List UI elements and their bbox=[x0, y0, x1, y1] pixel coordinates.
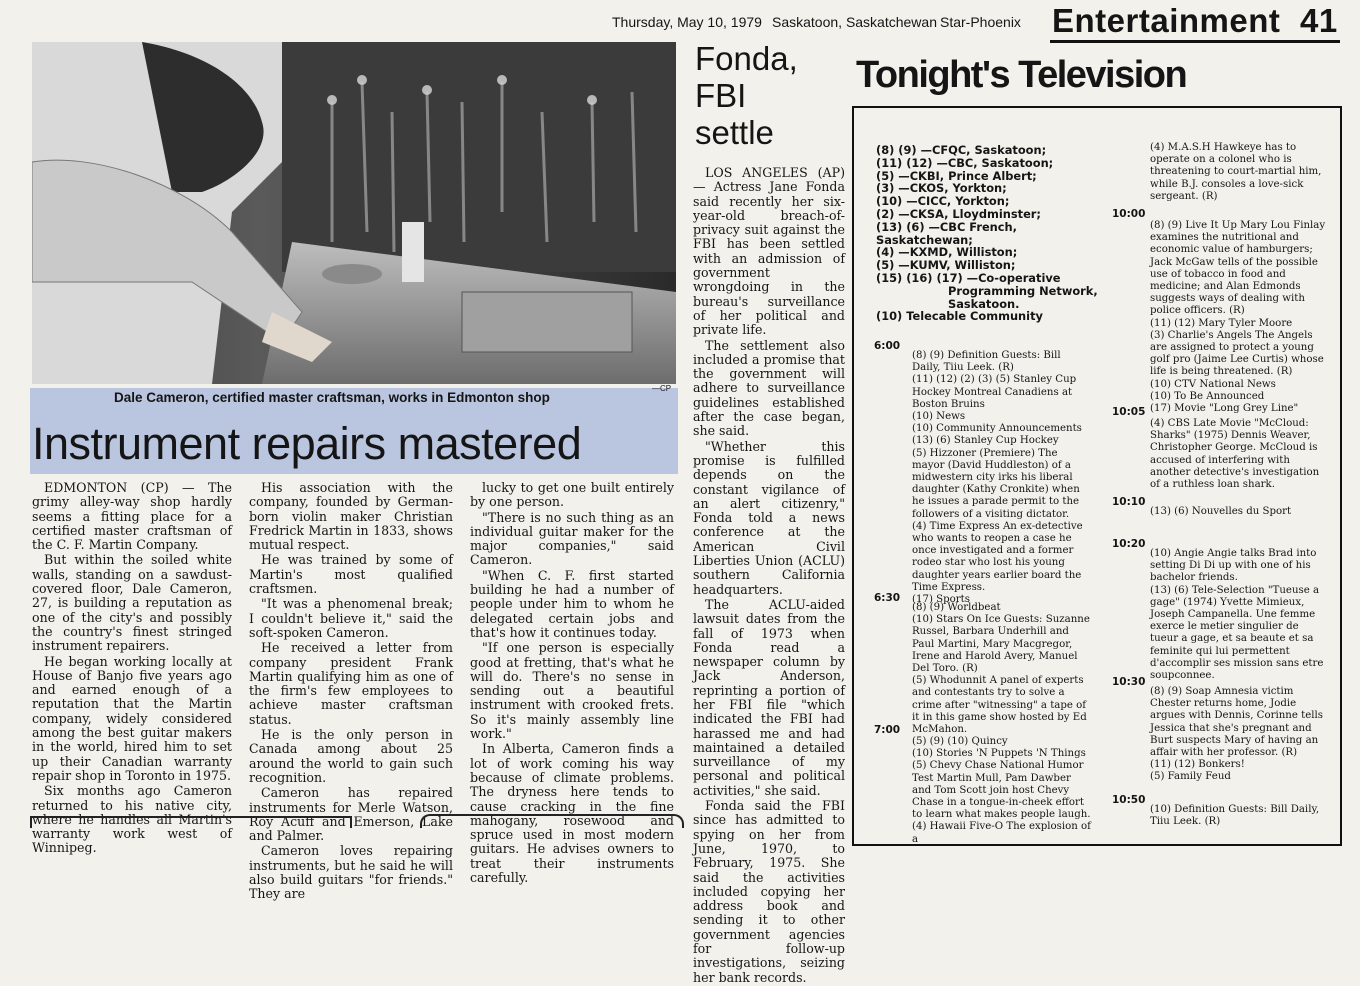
listing-block bbox=[1150, 804, 1328, 828]
listing: (5) Family Feud bbox=[1150, 771, 1231, 783]
listing: (11) (12) Bonkers! bbox=[1150, 759, 1245, 771]
bottom-ad-frame bbox=[420, 814, 684, 828]
station-item: (4) —KXMD, Williston; bbox=[876, 245, 1018, 260]
station-item: (8) (9) —CFQC, Saskatoon; bbox=[876, 143, 1047, 157]
fonda-headline bbox=[695, 40, 798, 151]
listing-block bbox=[912, 350, 1092, 606]
paragraph: EDMONTON (CP) — The grimy alley-way shop hardly seems a fitting place for a certified master craftsman of the C. F. Martin Company. bbox=[32, 480, 232, 553]
station-item: (5) —CKBI, Prince Albert; bbox=[876, 168, 1037, 183]
paragraph: He began working locally at House of Banjo five years ago and earned enough of a reputation that the Martin company, widely considered among the best guitar makers in the world, hired him to set up their Canadian warranty repair shop in Toronto in 1975. bbox=[32, 653, 232, 783]
station-item: (3) —CKOS, Yorkton; bbox=[876, 181, 1007, 196]
listing: (10) To Be Announced bbox=[1150, 390, 1265, 402]
listing: (11) (12) (2) (3) (5) Stanley Cup Hockey Montreal Canadiens at Boston Bruins bbox=[912, 374, 1077, 410]
station-item: (5) —KUMV, Williston; bbox=[876, 258, 1016, 273]
listing: (8) (9) Definition Guests: Bill Daily, Tiiu Leek. (R) bbox=[912, 350, 1061, 374]
fonda-story bbox=[693, 166, 845, 986]
listing: (13) (6) Stanley Cup Hockey bbox=[912, 435, 1059, 447]
paragraph: He is the only person in Canada among about 25 around the world to gain such recognition. bbox=[249, 727, 453, 785]
station-item: Programming Network, bbox=[948, 283, 1098, 298]
photo-image bbox=[32, 42, 676, 384]
listing: (3) Charlie's Angels The Angels are assigned to protect a young golf pro (Jaime Lee Curtis) whose life is being threatened. (R) bbox=[1150, 329, 1324, 378]
station-item: (13) (6) —CBC French, Saskatchewan; bbox=[876, 219, 1017, 247]
paragraph: The ACLU-aided lawsuit dates from the fall of 1973 when Fonda read a newspaper column by Jack Anderson, reprinting a portion of her FBI file "which indicated the FBI had harassed me and had maintained a detailed surveillance of my personal and political activities," she said. bbox=[693, 596, 845, 798]
paragraph: "It was a phenomenal break; I couldn't believe it," said the soft-spoken Cameron. bbox=[249, 596, 453, 640]
paragraph: But within the soiled white walls, standing on a sawdust-covered floor, Dale Cameron, 27, is building a reputation as one of the city's and possibly the country's finest stringed instrument repairers. bbox=[32, 552, 232, 654]
listing-block bbox=[1150, 686, 1328, 784]
listing-block bbox=[1150, 418, 1328, 491]
tv-listings-title: Tonight's Television bbox=[856, 54, 1187, 96]
paragraph: Cameron has repaired instruments for Merle Watson, Roy Acuff and Emerson, Lake and Palmer. bbox=[249, 785, 453, 844]
paragraph: The settlement also included a promise that the government will adhere to surveillance guidelines established after the case began, she said. bbox=[693, 337, 845, 439]
listing: (17) Movie "Long Grey Line" bbox=[1150, 403, 1299, 415]
photo-credit: —CP bbox=[652, 384, 672, 393]
listing: (13) (6) Nouvelles du Sport bbox=[1150, 506, 1292, 517]
station-list bbox=[876, 144, 1101, 323]
paragraph: LOS ANGELES (AP) — Actress Jane Fonda said recently her six-year-old breach-of-privacy suit against the FBI has been settled with an admission of government wrongdoing in the bureau's surveillance of her political and private life. bbox=[693, 165, 845, 338]
time-slot: 10:00 bbox=[1112, 208, 1146, 220]
listing: (10) News bbox=[912, 411, 966, 423]
craftsman-photo bbox=[32, 42, 676, 384]
listing: (10) Angie Angie talks Brad into setting Di Di up with one of his bachelor friends. bbox=[1150, 548, 1317, 584]
paper-name: Star-Phoenix bbox=[940, 14, 1021, 30]
station-item: (10) —CICC, Yorkton; bbox=[876, 194, 1010, 209]
time-slot: 10:20 bbox=[1112, 538, 1146, 550]
bottom-ad-frame bbox=[30, 816, 352, 828]
story-column-1 bbox=[32, 481, 232, 857]
listing: (5) Chevy Chase National Humor Test Martin Mull, Pam Dawber and Tom Scott join host Chevy Chase in a tongue-in-cheek effort to learn what makes people laugh. bbox=[912, 760, 1091, 821]
story-column-2 bbox=[249, 481, 453, 903]
listing: (10) Stories 'N Puppets 'N Things bbox=[912, 748, 1086, 760]
listing: (11) (12) Mary Tyler Moore bbox=[1150, 317, 1293, 329]
issue-date: Thursday, May 10, 1979 bbox=[612, 14, 762, 30]
time-slot: 10:50 bbox=[1112, 794, 1146, 806]
time-slot: 10:10 bbox=[1112, 496, 1146, 508]
paragraph: Fonda said the FBI since has admitted to spying on her from June, 1970, to February, 1975. She said the activities included copying her address book and sending it to other government agencies for follow-up investigations, seizing her bank records. bbox=[693, 798, 845, 985]
listing: (5) Whodunnit A panel of experts and contestants try to solve a crime after "witnessing" a tape of it in this game show hosted by Ed McMahon. bbox=[912, 675, 1087, 736]
photo-caption: Dale Cameron, certified master craftsman, works in Edmonton shop bbox=[114, 390, 550, 405]
paragraph: Six months ago Cameron returned to his native city, where he handles all Martin's warranty work west of Winnipeg. bbox=[32, 783, 232, 856]
listing: (13) (6) Tele-Selection "Tueuse a gage" (1974) Yvette Mimieux, Joseph Campanella. Une femme exerce le metier singulier de tueur a gage, et sa beaute et sa feminite qui lui permettent d'accomplir ses mission sans etre soupconnee. bbox=[1150, 584, 1324, 682]
paragraph: Cameron loves repairing instruments, but he said he will also build guitars "for friends." They are bbox=[249, 843, 453, 902]
time-slot: 6:30 bbox=[874, 592, 901, 604]
station-item: (10) Telecable Community bbox=[876, 309, 1043, 324]
time-slot: 7:00 bbox=[874, 724, 901, 736]
page-number: 41 bbox=[1300, 2, 1338, 39]
listing-block bbox=[912, 602, 1092, 736]
listing: (4) CBS Late Movie "McCloud: Sharks" (1975) Dennis Weaver, Christopher George. McCloud is accused of interfering with another detective's investigation of a ruthless loan shark. bbox=[1150, 418, 1320, 491]
headline-line: FBI bbox=[695, 77, 747, 114]
time-slot: 6:00 bbox=[874, 340, 901, 352]
listing: (5) Hizzoner (Premiere) The mayor (David Huddleston) of a midwestern city irks his liberal daughter (Kathy Cronkite) when he issues a parade permit to the followers of a visiting dictator. bbox=[912, 447, 1080, 520]
time-slot: 10:30 bbox=[1112, 676, 1146, 688]
listing-block bbox=[1150, 548, 1328, 682]
story-headline: Instrument repairs mastered bbox=[32, 418, 582, 469]
issue-city: Saskatoon, Saskatchewan bbox=[772, 14, 937, 30]
paragraph: He received a letter from company president Frank Martin qualifying him as one of the firm's few employees to achieve master craftsman status. bbox=[249, 640, 453, 727]
listing: (4) M.A.S.H Hawkeye has to operate on a colonel who is threatening to court-martial him, while B.J. consoles a love-sick sergeant. (R) bbox=[1150, 142, 1322, 202]
station-item: Saskatoon. bbox=[948, 296, 1020, 311]
listing: (8) (9) Worldbeat bbox=[912, 602, 1001, 613]
listing: (10) Community Announcements bbox=[912, 423, 1082, 435]
paragraph: "When C. F. first started building he had a number of people under him to whom he delegated certain jobs and that's how it continues today. bbox=[470, 567, 674, 640]
paragraph: lucky to get one built entirely by one person. bbox=[470, 480, 674, 510]
paragraph: He was trained by some of Martin's most qualified craftsmen. bbox=[249, 552, 453, 597]
time-slot: 10:05 bbox=[1112, 406, 1146, 418]
section-name: Entertainment bbox=[1052, 2, 1281, 39]
listing-block bbox=[1150, 220, 1328, 415]
paragraph: His association with the company, founded by German-born violin maker Christian Fredrick Martin in 1833, shows mutual respect. bbox=[249, 480, 453, 553]
masthead-rule bbox=[1050, 40, 1340, 43]
paragraph: "There is no such thing as an individual guitar maker for the major companies," said Cameron. bbox=[470, 509, 674, 568]
station-item: (15) (16) (17) —Co-operative bbox=[876, 270, 1061, 285]
station-item: (2) —CKSA, Lloydminster; bbox=[876, 206, 1041, 221]
station-item: (11) (12) —CBC, Saskatoon; bbox=[876, 155, 1054, 170]
listing-block bbox=[1150, 506, 1328, 518]
paragraph: In Alberta, Cameron finds a lot of work coming his way because of climate problems. The dryness here tends to cause cracking in the fine mahogany, rosewood and spruce used in most modern guitars. He advises owners to treat their instruments carefully. bbox=[470, 741, 674, 886]
listing: (10) Stars On Ice Guests: Suzanne Russel, Barbara Underhill and Paul Martini, Mary Macgregor, Irene and Harold Avery, Manuel Del Toro. (R) bbox=[912, 614, 1090, 675]
paragraph: "If one person is especially good at fretting, that's what he will do. There's no sense in sending out a beautiful instrument with crooked frets. So it's mainly assembly line work." bbox=[470, 640, 674, 742]
headline-line: Fonda, bbox=[695, 40, 798, 77]
listing: (17) Sports bbox=[912, 594, 970, 606]
listing: (4) Time Express An ex-detective who wants to reopen a case he once investigated and a former rodeo star who lost his young daughter years earlier board the Time Express. bbox=[912, 520, 1083, 593]
listing: (8) (9) Live It Up Mary Lou Finlay examines the nutritional and economic value of hamburgers; Jack McGaw tells of the possible use of tobacco in food and medicine; and Alan Edmonds suggests ways of dealing with police officers. (R) bbox=[1150, 220, 1326, 317]
listing: (5) (9) (10) Quincy bbox=[912, 736, 1008, 747]
listing: (8) (9) Soap Amnesia victim Chester returns home, Jodie argues with Dennis, Corinne tells Jessica that she's pregnant and Burt suspects Mary of having an affair with her professor. (R) bbox=[1150, 686, 1323, 759]
section-heading bbox=[1052, 2, 1338, 40]
listing: (4) Hawaii Five-O The explosion of a bbox=[912, 821, 1091, 845]
listing: (10) CTV National News bbox=[1150, 378, 1276, 390]
paragraph: "Whether this promise is fulfilled depends on the constant vigilance of an alert citizenry," Fonda told a news conference at the American Civil Liberties Union (ACLU) southern California headquarters. bbox=[693, 438, 845, 597]
listing-block bbox=[912, 736, 1092, 846]
headline-line: settle bbox=[695, 114, 774, 151]
listing-block bbox=[1150, 142, 1328, 203]
listing: (10) Definition Guests: Bill Daily, Tiiu Leek. (R) bbox=[1150, 804, 1320, 828]
